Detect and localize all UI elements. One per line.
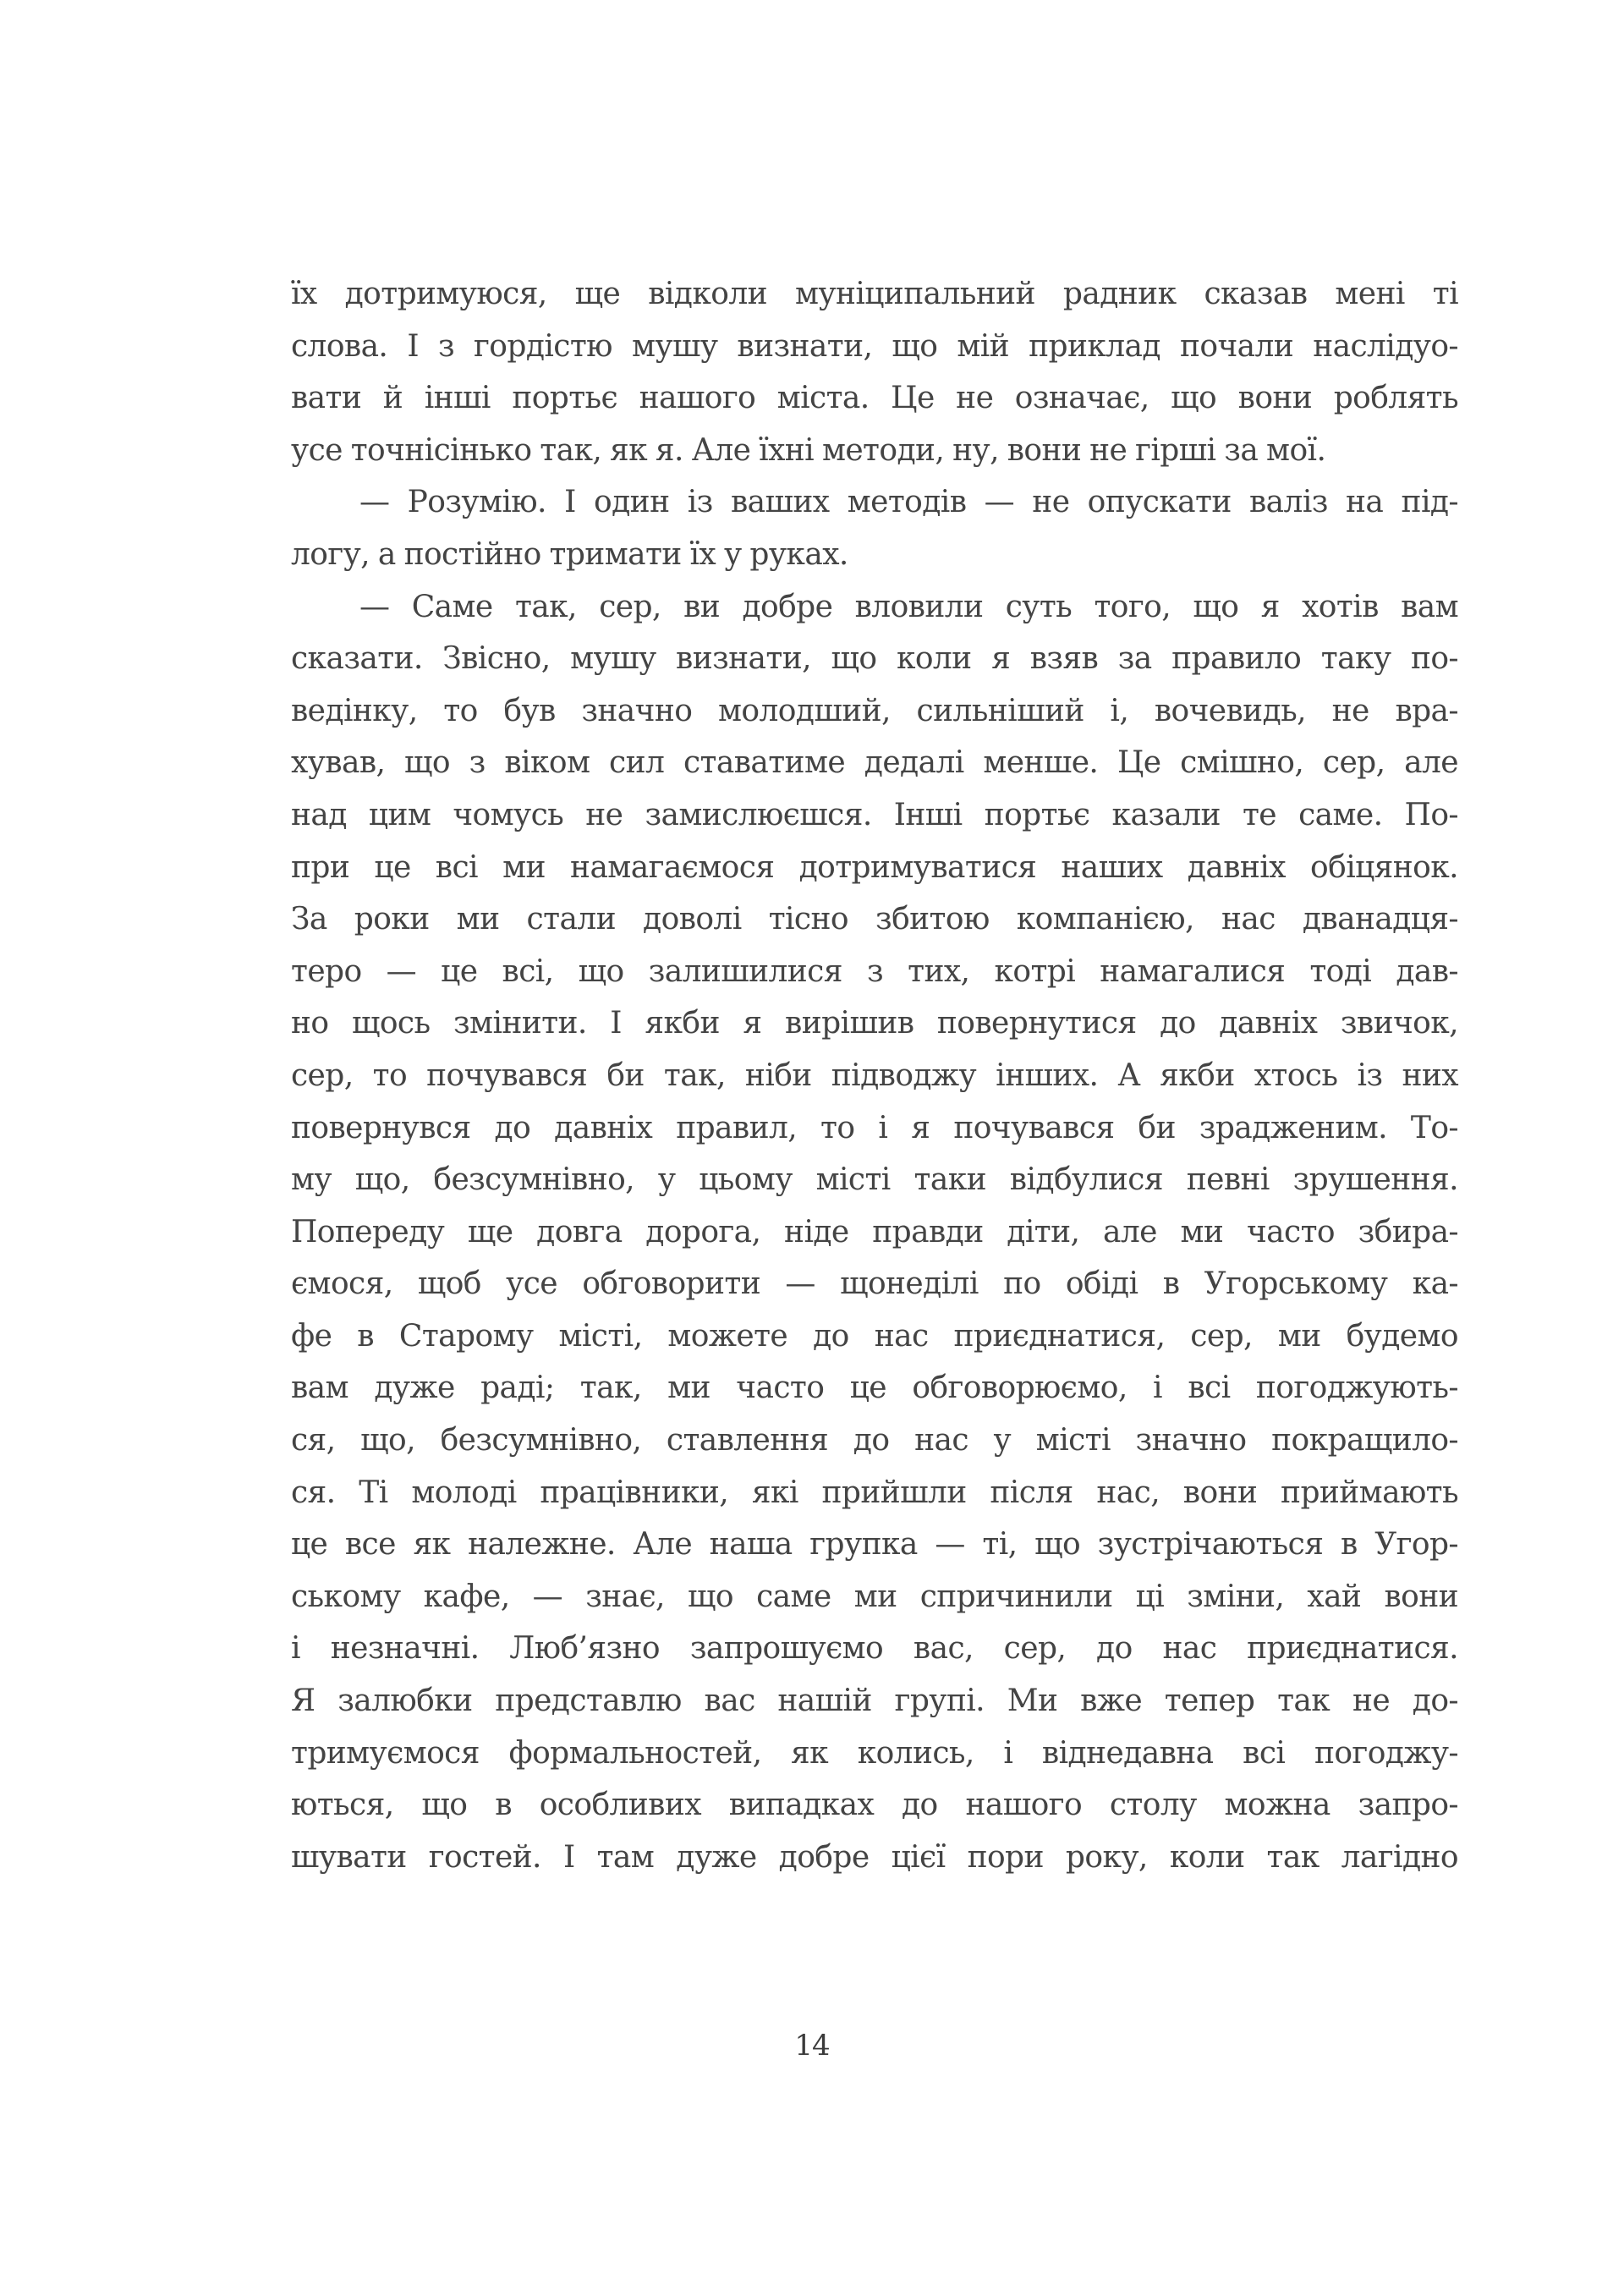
- text-line: ведінку, то був значно молодший, сильніший і, вочевидь, не вра-: [291, 693, 1458, 728]
- text-line: усе точнісінько так, як я. Але їхні методи, ну, вони не гірші за мої.: [291, 432, 1326, 468]
- body-text: [291, 268, 1458, 1883]
- dialogue-line: — Саме так, сер, ви добре вловили суть того, що я хотів вам: [359, 589, 1458, 624]
- text-line: шувати гостей. І там дуже добре цієї пори року, коли так лагідно: [291, 1839, 1458, 1875]
- text-line: ємося, щоб усе обговорити — щонеділі по обіді в Угорському ка-: [291, 1266, 1458, 1302]
- text-line: при це всі ми намагаємося дотримуватися наших давніх обіцянок.: [291, 849, 1458, 885]
- text-line: це все як належне. Але наша групка — ті, що зустрічаються в Угор-: [291, 1527, 1458, 1563]
- text-line: тримуємося формальностей, як колись, і віднедавна всі погоджу-: [291, 1735, 1458, 1771]
- text-line: їх дотримуюся, ще відколи муніципальний радник сказав мені ті: [291, 277, 1458, 311]
- text-line: над цим чомусь не замислюєшся. Інші портьє казали те саме. По-: [291, 797, 1458, 832]
- text-line: вам дуже раді; так, ми часто це обговорюємо, і всі погоджують-: [291, 1370, 1458, 1406]
- dialogue-line: — Розумію. І один із ваших методів — не опускати валіз на під-: [359, 485, 1458, 520]
- text-line: слова. І з гордістю мушу визнати, що мій приклад почали наслідуо-: [291, 328, 1458, 364]
- text-line: Я залюбки представлю вас нашій групі. Ми вже тепер так не до-: [291, 1684, 1458, 1719]
- text-line: ся, що, безсумнівно, ставлення до нас у місті значно покращило-: [291, 1423, 1458, 1458]
- text-line: но щось змінити. І якби я вирішив повернутися до давніх звичок,: [291, 1006, 1458, 1041]
- text-line: логу, а постійно тримати їх у руках.: [291, 536, 848, 572]
- text-line: хував, що з віком сил ставатиме дедалі менше. Це смішно, сер, але: [291, 745, 1458, 781]
- text-line: вати й інші портьє нашого міста. Це не означає, що вони роблять: [291, 381, 1458, 416]
- page-number: 14: [794, 2029, 830, 2063]
- text-line: ся. Ті молоді працівники, які прийшли після нас, вони приймають: [291, 1475, 1458, 1510]
- text-line: ються, що в особливих випадках до нашого столу можна запро-: [291, 1788, 1458, 1823]
- text-line: За роки ми стали доволі тісно збитою компанією, нас дванадця-: [291, 902, 1458, 937]
- text-line: сказати. Звісно, мушу визнати, що коли я взяв за правило таку по-: [291, 641, 1458, 677]
- text-line: і незначні. Люб’язно запрошуємо вас, сер, до нас приєднатися.: [291, 1631, 1458, 1667]
- text-line: теро — це всі, що залишилися з тих, котрі намагалися тоді дав-: [291, 953, 1458, 989]
- text-line: Попереду ще довга дорога, ніде правди діти, але ми часто збира-: [291, 1214, 1458, 1250]
- text-line: фе в Старому місті, можете до нас приєднатися, сер, ми будемо: [291, 1318, 1458, 1354]
- text-line: повернувся до давніх правил, то і я почувався би зрадженим. То-: [291, 1110, 1458, 1145]
- text-line: му що, безсумнівно, у цьому місті таки відбулися певні зрушення.: [291, 1162, 1458, 1198]
- text-line: ському кафе, — знає, що саме ми спричинили ці зміни, хай вони: [291, 1579, 1458, 1614]
- text-line: сер, то почувався би так, ніби підводжу інших. А якби хтось із них: [291, 1057, 1458, 1093]
